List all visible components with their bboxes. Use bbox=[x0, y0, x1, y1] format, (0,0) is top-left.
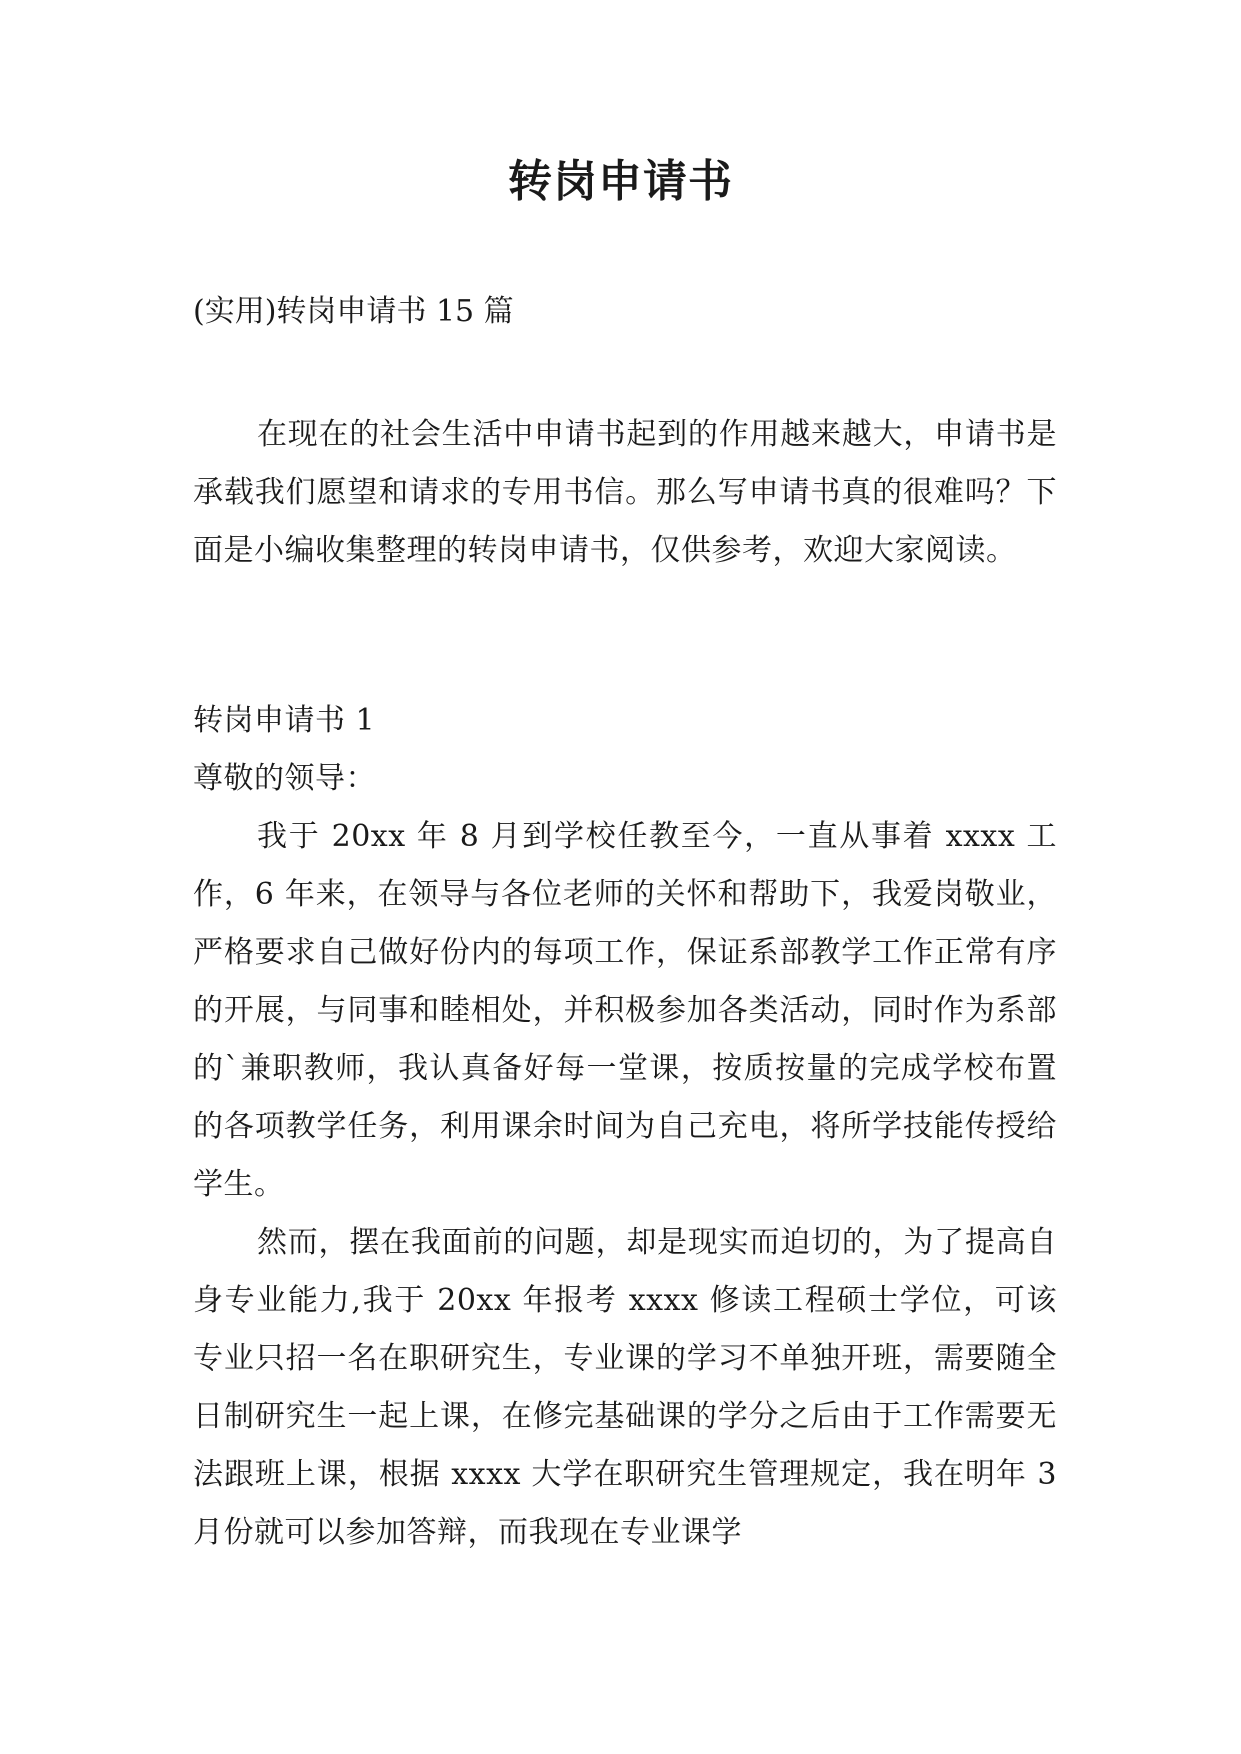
body-paragraph-2: 然而，摆在我面前的问题，却是现实而迫切的，为了提高自身专业能力,我于 20xx 年报考 xxxx 修读工程硕士学位，可该专业只招一名在职研究生，专业课的学习不单独开班，需要随全日制研究生一起上课，在修完基础课的学分之后由于工作需要无法跟班上课，根据 xxxx 大学在职研究生管理规定，我在明年 3 月份就可以参加答辩，而我现在专业课学 bbox=[193, 1225, 1057, 1550]
section-heading: 转岗申请书 1 bbox=[193, 703, 376, 738]
intro-section bbox=[193, 406, 1057, 580]
intro-paragraph: 在现在的社会生活中申请书起到的作用越来越大，申请书是承载我们愿望和请求的专用书信。那么写申请书真的很难吗？下面是小编收集整理的转岗申请书，仅供参考，欢迎大家阅读。 bbox=[193, 417, 1057, 568]
salutation: 尊敬的领导： bbox=[193, 761, 376, 796]
document-title: 转岗申请书 bbox=[508, 156, 733, 207]
body-paragraph-1: 我于 20xx 年 8 月到学校任教至今，一直从事着 xxxx 工作，6 年来，在领导与各位老师的关怀和帮助下，我爱岗敬业，严格要求自己做好份内的每项工作，保证系部教学工作正常有序的开展，与同事和睦相处，并积极参加各类活动，同时作为系部的`兼职教师，我认真备好每一堂课，按质按量的完成学校布置的各项教学任务，利用课余时间为自己充电，将所学技能传授给学生。 bbox=[193, 819, 1057, 1202]
letter-body bbox=[193, 692, 1057, 1562]
document-subtitle: (实用)转岗申请书 15 篇 bbox=[193, 294, 514, 329]
